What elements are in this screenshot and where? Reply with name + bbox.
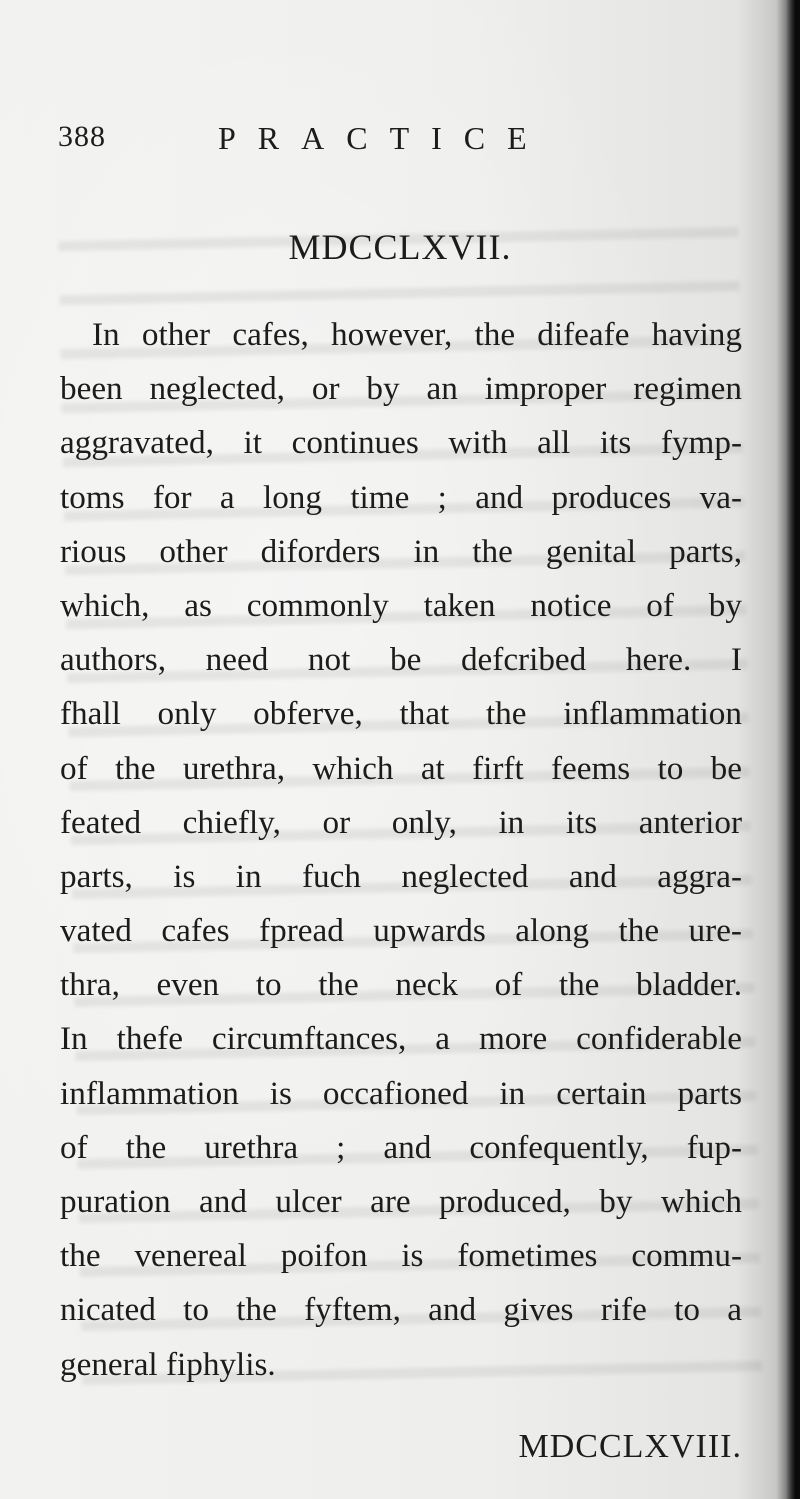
section-number: MDCCLXVII.	[288, 227, 512, 267]
running-head	[58, 120, 618, 170]
text-line: In other cafes, however, the difeafe having	[92, 316, 742, 353]
text-line: which, as commonly taken notice of by	[60, 586, 742, 624]
text-line: In thefe circumftances, a more confiderable	[60, 1020, 742, 1058]
text-line: puration and ulcer are produced, by which	[60, 1183, 742, 1220]
running-title: PRACTICE	[218, 120, 549, 156]
text-line: thra, even to the neck of the bladder.	[60, 966, 742, 1004]
spine-shadow	[786, 0, 800, 1499]
text-line: inflammation is occafioned in certain parts	[60, 1074, 742, 1112]
text-line: vated cafes fpread upwards along the ure-	[60, 912, 742, 950]
text-line: nicated to the fyftem, and gives rife to a	[60, 1291, 742, 1329]
page-number: 388	[58, 120, 106, 153]
catchword: MDCCLXVIII.	[518, 1428, 742, 1465]
text-line: been neglected, or by an improper regimen	[60, 370, 742, 408]
text-line: of the urethra ; and confequently, fup-	[60, 1128, 742, 1166]
text-line: toms for a long time ; and produces va-	[60, 478, 742, 516]
text-line: aggravated, it continues with all its fymp-	[60, 424, 742, 462]
text-line: rious other diforders in the genital parts,	[60, 532, 742, 570]
text-line: authors, need not be defcribed here. I	[60, 641, 742, 679]
text-line: the venereal poifon is fometimes commu-	[60, 1237, 742, 1275]
text-line: general fiphylis.	[60, 1345, 276, 1383]
text-line: fhall only obferve, that the inflammation	[60, 695, 742, 733]
text-line: of the urethra, which at firft feems to be	[60, 749, 742, 787]
text-line: parts, is in fuch neglected and aggra-	[60, 857, 742, 895]
paragraph	[60, 308, 742, 1392]
text-line: feated chiefly, or only, in its anterior	[60, 803, 742, 841]
